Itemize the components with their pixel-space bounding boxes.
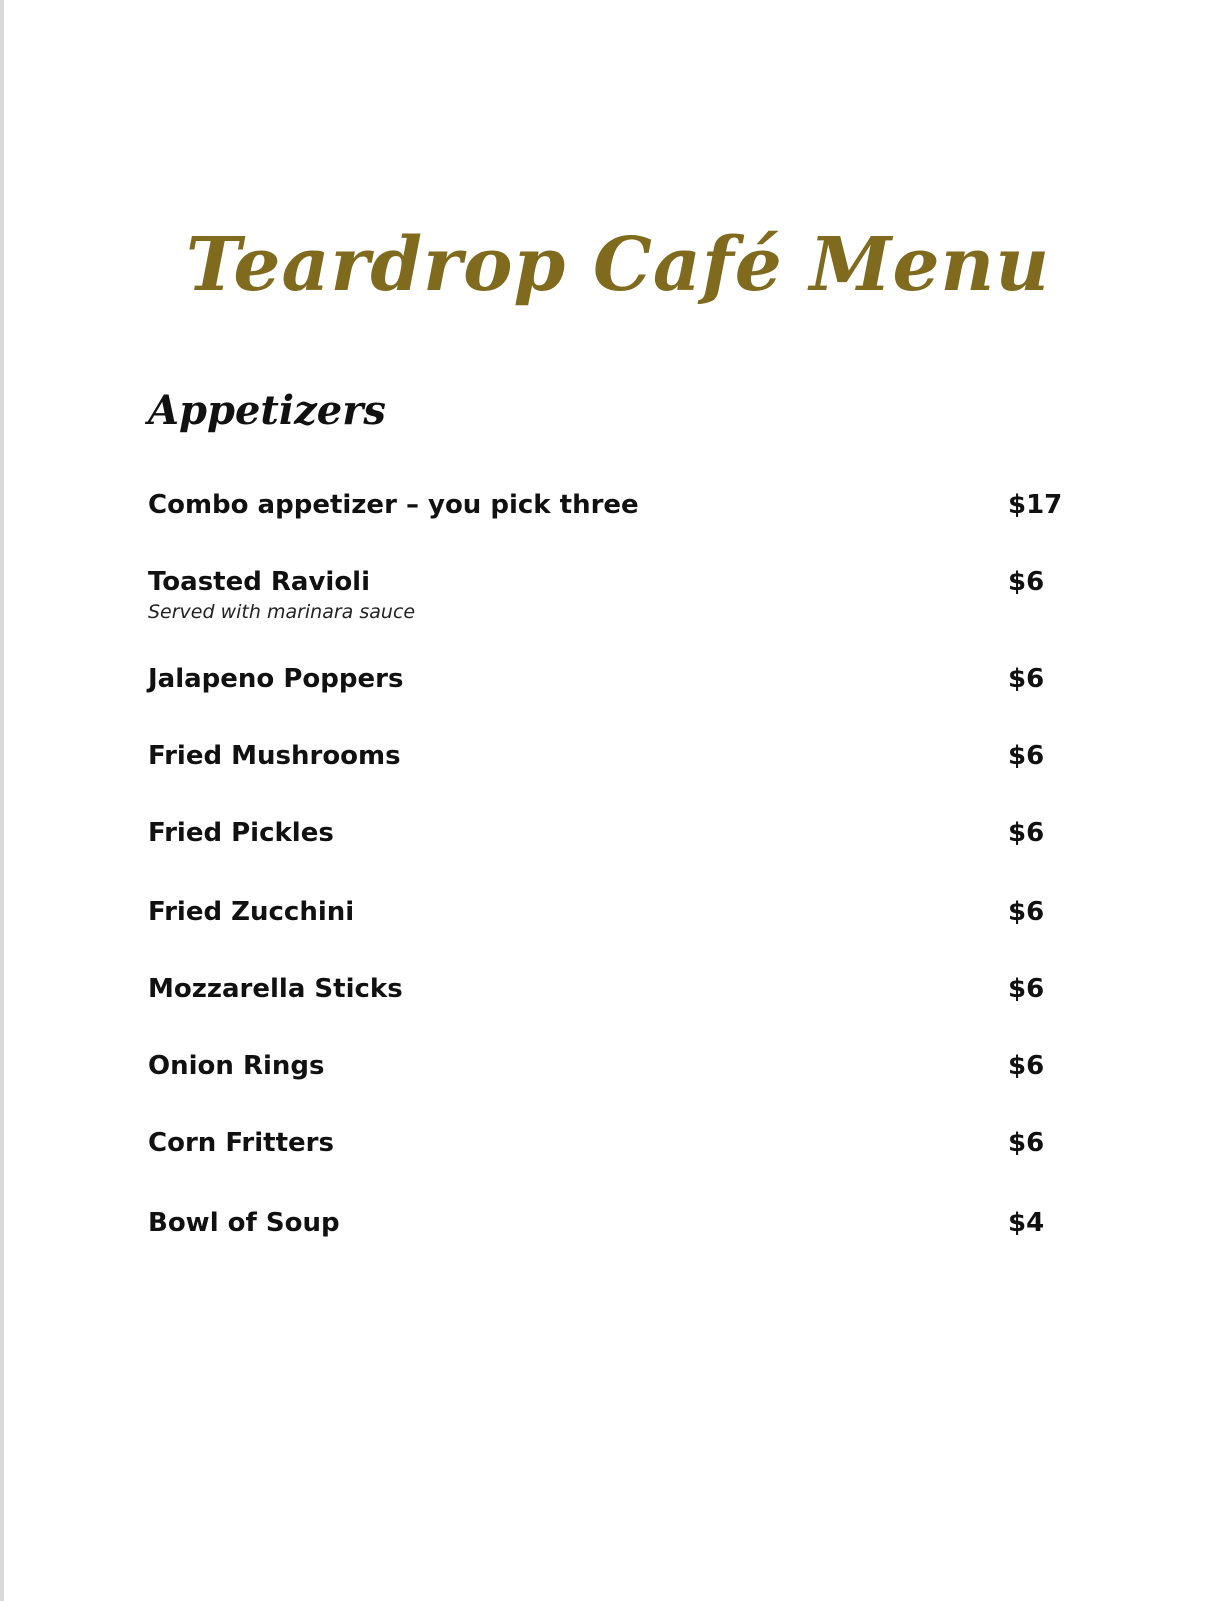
item-name: Combo appetizer – you pick three xyxy=(148,490,639,520)
item-name: Fried Zucchini xyxy=(148,897,355,927)
item-price: $6 xyxy=(1008,1051,1045,1081)
item-price: $6 xyxy=(1008,818,1045,848)
item-name: Fried Mushrooms xyxy=(148,741,401,771)
item-name: Toasted Ravioli xyxy=(148,567,371,597)
item-price: $6 xyxy=(1008,741,1045,771)
section-heading-appetizers: Appetizers xyxy=(148,387,386,434)
item-price: $6 xyxy=(1008,567,1045,597)
item-price: $17 xyxy=(1008,490,1063,520)
item-name: Corn Fritters xyxy=(148,1128,334,1158)
item-name: Jalapeno Poppers xyxy=(148,664,404,694)
item-name: Mozzarella Sticks xyxy=(148,974,403,1004)
menu-page xyxy=(4,0,1232,1601)
item-price: $6 xyxy=(1008,897,1045,927)
item-price: $6 xyxy=(1008,1128,1045,1158)
menu-title: Teardrop Café Menu xyxy=(185,222,1051,308)
item-name: Bowl of Soup xyxy=(148,1208,340,1238)
item-price: $4 xyxy=(1008,1208,1045,1238)
item-price: $6 xyxy=(1008,974,1045,1004)
item-description: Served with marinara sauce xyxy=(148,601,416,623)
item-name: Fried Pickles xyxy=(148,818,334,848)
item-price: $6 xyxy=(1008,664,1045,694)
item-name: Onion Rings xyxy=(148,1051,325,1081)
